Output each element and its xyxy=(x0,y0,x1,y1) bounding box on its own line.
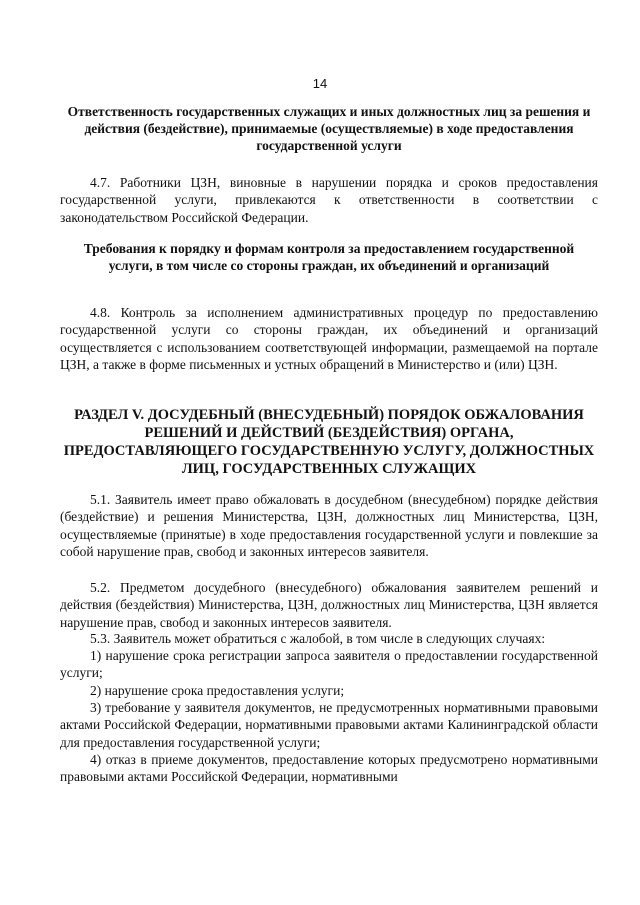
paragraph-5-1: 5.1. Заявитель имеет право обжаловать в досудебном (внесудебном) порядке действия (бездействие) и решения Министерства, ЦЗН, должностных лиц Министерства, ЦЗН, осуществляемые (принятые) в ходе предоставления государственной услуги и повлекшие за собой нарушение прав, свобод и законных интересов заявителя. xyxy=(60,492,598,560)
heading-control-requirements: Требования к порядку и формам контроля за предоставлением государственной услуги, в том числе со стороны граждан, их объединений и организаций xyxy=(83,241,575,273)
list-item-4: 4) отказ в приеме документов, предоставление которых предусмотрено нормативными правовыми актами Российской Федерации, нормативными xyxy=(60,752,598,785)
paragraph-5-2: 5.2. Предметом досудебного (внесудебного) обжалования заявителем решений и действия (бездействия) Министерства, ЦЗН, должностных лиц Министерства, ЦЗН является нарушение прав, свобод и законных интересов заявителя. xyxy=(60,580,598,630)
list-item-1: 1) нарушение срока регистрации запроса заявителя о предоставлении государственной услуги; xyxy=(60,648,598,681)
page-number: 14 xyxy=(312,76,328,91)
heading-responsibility: Ответственность государственных служащих и иных должностных лиц за решения и действия (бездействие), принимаемые (осуществляемые) в ходе предоставления государственной услуги xyxy=(67,104,591,153)
paragraph-4-7: 4.7. Работники ЦЗН, виновные в нарушении порядка и сроков предоставления государственной услуги, привлекаются к ответственности в соответствии с законодательством Российской Федерации. xyxy=(60,175,598,225)
section-5-title: РАЗДЕЛ V. ДОСУДЕБНЫЙ (ВНЕСУДЕБНЫЙ) ПОРЯДОК ОБЖАЛОВАНИЯ РЕШЕНИЙ И ДЕЙСТВИЙ (БЕЗДЕЙСТВИЯ) ОРГАНА, ПРЕДОСТАВЛЯЮЩЕГО ГОСУДАРСТВЕННУЮ УСЛУГУ, ДОЛЖНОСТНЫХ ЛИЦ, ГОСУДАРСТВЕННЫХ СЛУЖАЩИХ xyxy=(63,407,595,477)
list-item-2: 2) нарушение срока предоставления услуги; xyxy=(90,683,345,698)
list-item-3: 3) требование у заявителя документов, не предусмотренных нормативными правовыми актами Российской Федерации, нормативными правовыми актами Калининградской области для предоставления государственной услуги; xyxy=(60,700,598,750)
paragraph-5-3: 5.3. Заявитель может обратиться с жалобой, в том числе в следующих случаях: xyxy=(90,631,546,646)
paragraph-4-8: 4.8. Контроль за исполнением административных процедур по предоставлению государственной услуги со стороны граждан, их объединений и организаций осуществляется с использованием соответствующей информации, размещаемой на портале ЦЗН, а также в форме письменных и устных обращений в Министерство и (или) ЦЗН. xyxy=(60,305,598,373)
